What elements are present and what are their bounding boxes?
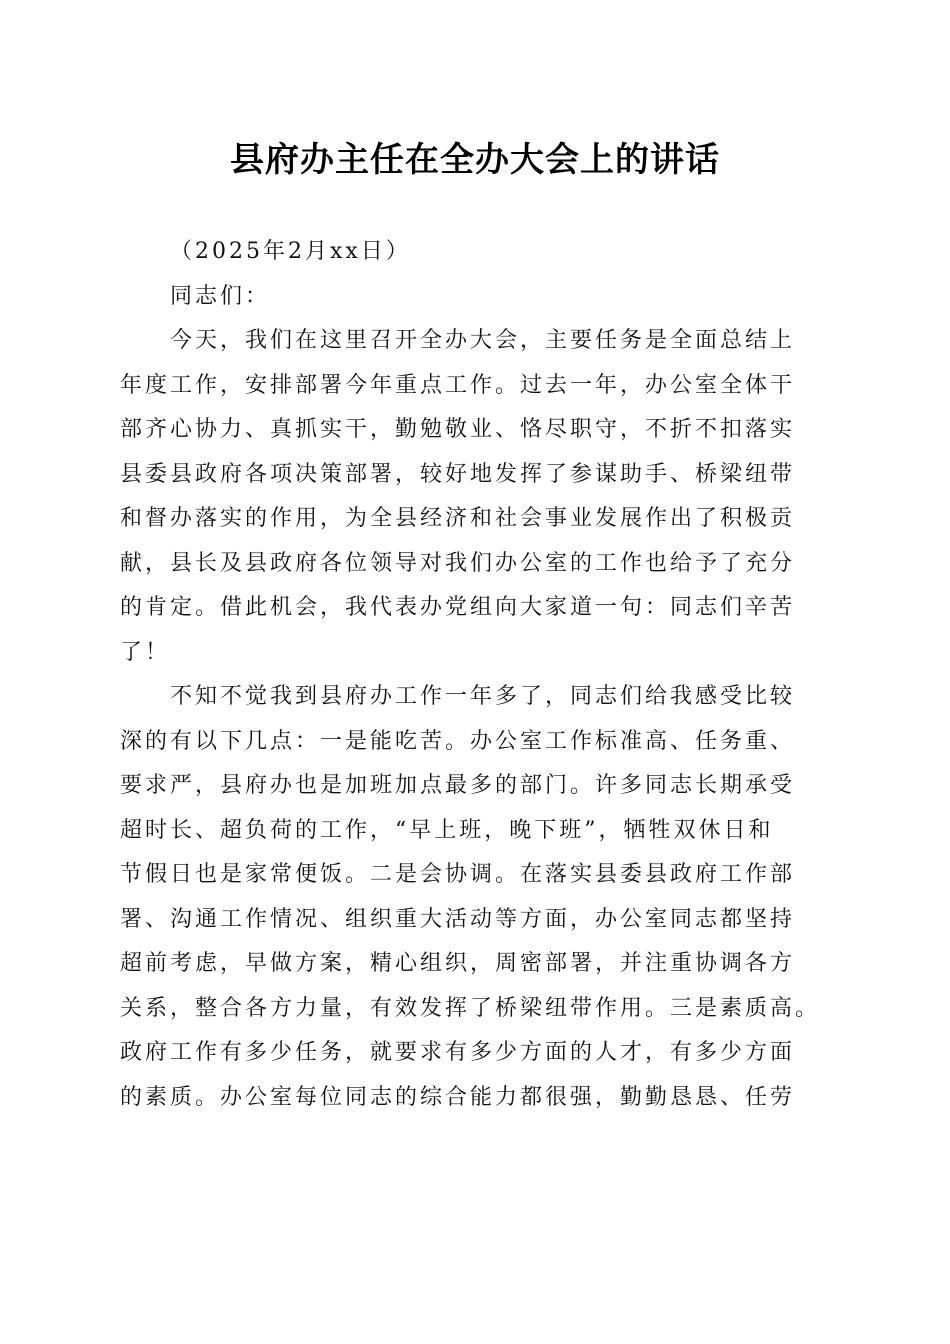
paragraph-2-line-4: 超时长、超负荷的工作，“早上班，晚下班”，牺牲双休日和 <box>120 817 774 843</box>
paragraph-2-line-1: 不知不觉我到县府办工作一年多了，同志们给我感受比较 <box>170 684 796 709</box>
paragraph-2-line-7: 超前考虑，早做方案，精心组织，周密部署，并注重协调各方 <box>120 951 796 976</box>
paragraph-2-line-9: 政府工作有多少任务，就要求有多少方面的人才，有多少方面 <box>120 1040 796 1065</box>
paragraph-1-line-1: 今天，我们在这里召开全办大会，主要任务是全面总结上 <box>170 328 796 353</box>
paragraph-2-line-3: 要求严，县府办也是加班加点最多的部门。许多同志长期承受 <box>120 773 796 798</box>
document-title: 县府办主任在全办大会上的讲话 <box>230 140 720 180</box>
document-body <box>120 230 832 1120</box>
paragraph-2-line-5: 节假日也是家常便饭。二是会协调。在落实县委县政府工作部 <box>120 862 796 887</box>
salutation: 同志们： <box>170 283 271 309</box>
paragraph-1-line-4: 县委县政府各项决策部署，较好地发挥了参谋助手、桥梁纽带 <box>120 461 796 487</box>
paragraph-1-line-7: 的肯定。借此机会，我代表办党组向大家道一句：同志们辛苦 <box>120 595 796 620</box>
paragraph-1-line-2: 年度工作，安排部署今年重点工作。过去一年，办公室全体干 <box>120 372 796 398</box>
paragraph-1-line-8: 了！ <box>120 639 171 665</box>
date-line: （2025年2月xx日） <box>170 239 411 264</box>
paragraph-2-line-6: 署、沟通工作情况、组织重大活动等方面，办公室同志都坚持 <box>120 906 796 932</box>
paragraph-2-line-8: 关系，整合各方力量，有效发挥了桥梁纽带作用。三是素质高。 <box>120 995 821 1021</box>
paragraph-2-line-10: 的素质。办公室每位同志的综合能力都很强，勤勤恳恳、任劳 <box>120 1084 796 1110</box>
paragraph-1-line-6: 献，县长及县政府各位领导对我们办公室的工作也给予了充分 <box>120 550 796 576</box>
paragraph-1-line-5: 和督办落实的作用，为全县经济和社会事业发展作出了积极贡 <box>120 506 796 531</box>
paragraph-2-line-2: 深的有以下几点：一是能吃苦。办公室工作标准高、任务重、 <box>120 728 796 754</box>
paragraph-1-line-3: 部齐心协力、真抓实干，勤勉敬业、恪尽职守，不折不扣落实 <box>120 417 796 442</box>
